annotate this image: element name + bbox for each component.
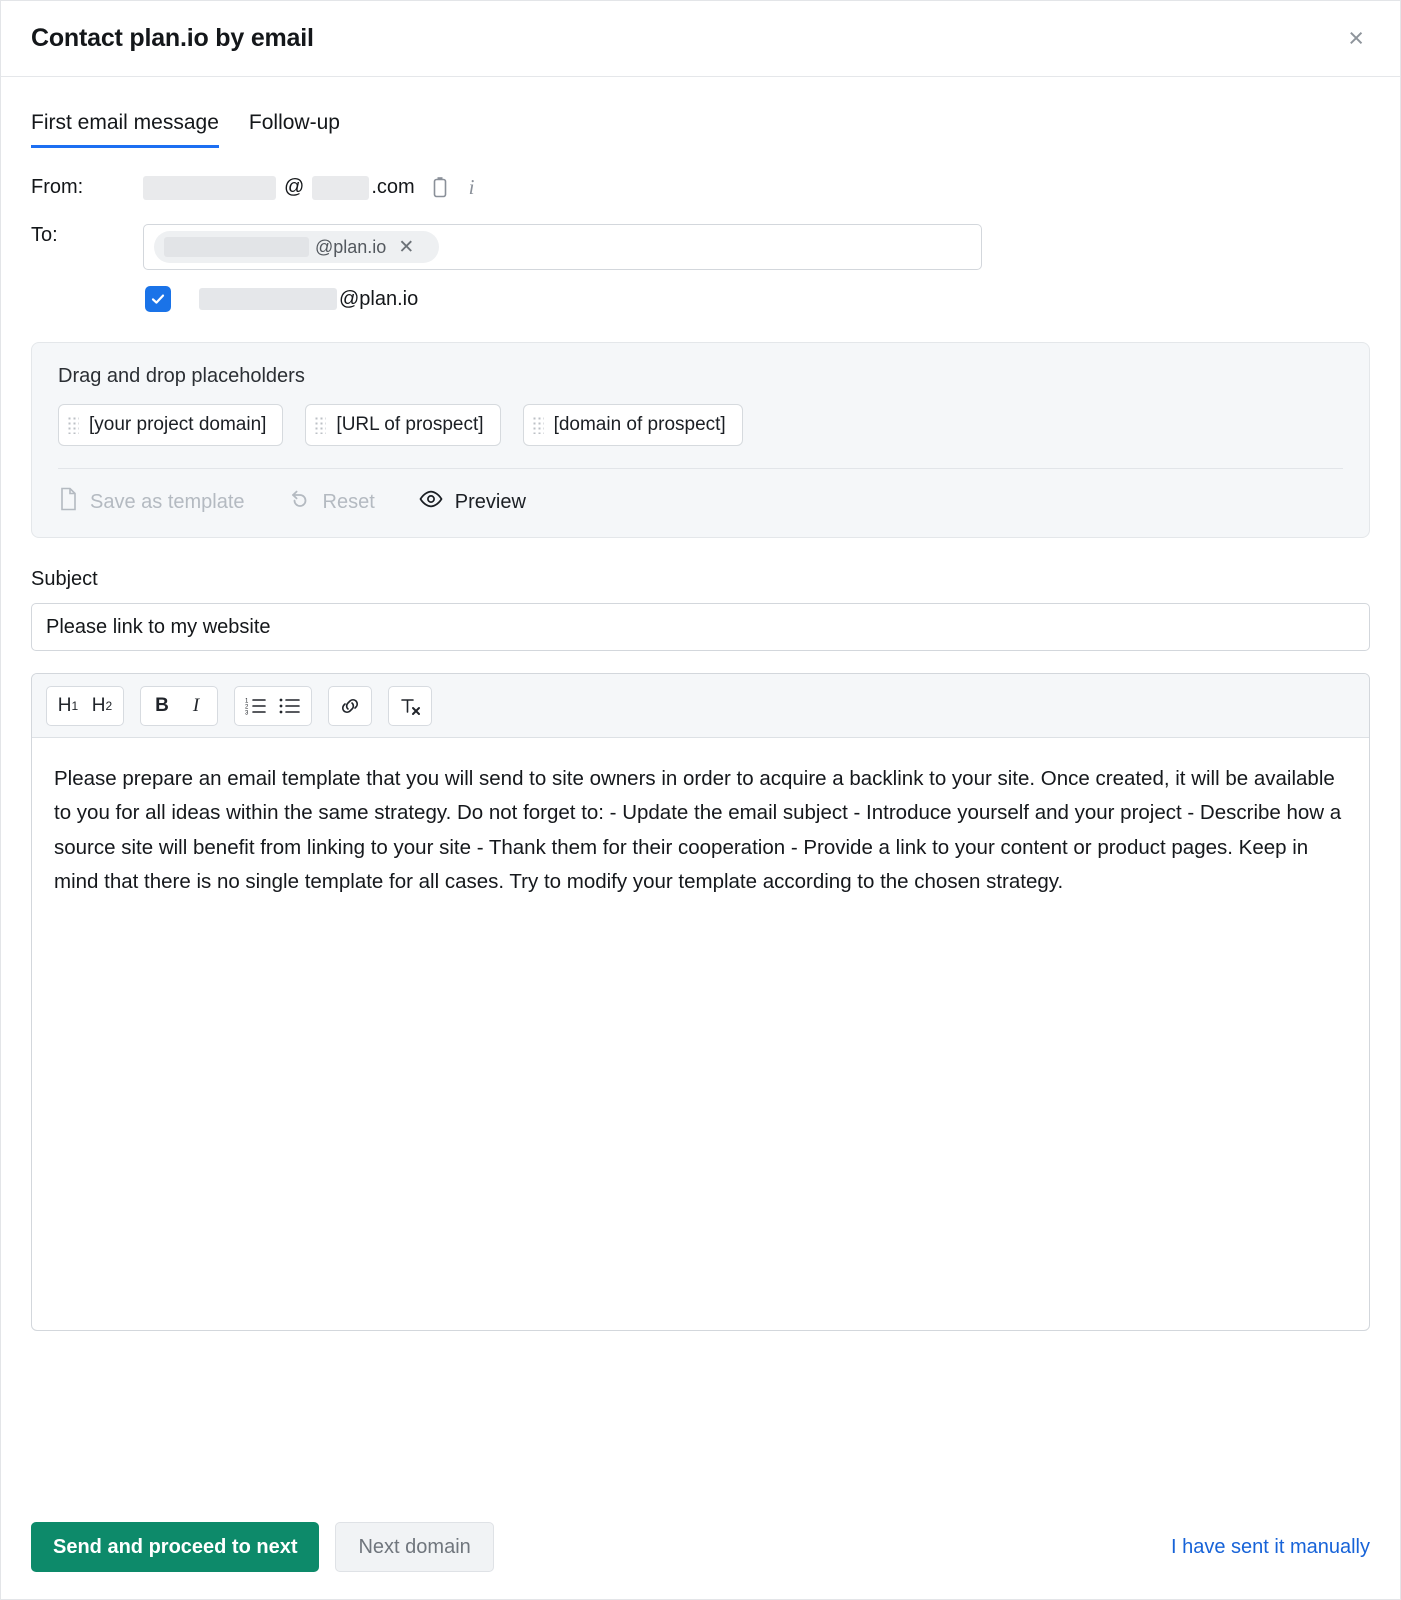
- placeholder-url-of-prospect[interactable]: [305, 404, 500, 446]
- to-row: [31, 224, 1370, 312]
- eye-icon: [419, 490, 443, 514]
- tab-follow-up[interactable]: Follow-up: [248, 111, 340, 134]
- placeholder-label: [domain of prospect]: [553, 414, 726, 435]
- recipient-suggestion-row: [145, 286, 1370, 312]
- subject-input[interactable]: [31, 603, 1370, 651]
- dialog-body: [1, 77, 1400, 1495]
- recipient-chip[interactable]: [154, 231, 439, 263]
- placeholders-panel: [31, 342, 1370, 538]
- next-domain-button[interactable]: Next domain: [335, 1522, 493, 1572]
- svg-text:3: 3: [245, 710, 249, 715]
- svg-text:1: 1: [245, 698, 249, 704]
- close-icon[interactable]: ×: [1348, 23, 1364, 53]
- tab-bar: [31, 111, 1370, 148]
- suggestion-email-domain: @plan.io: [339, 287, 419, 310]
- preview-button[interactable]: [419, 490, 526, 514]
- dialog-header: [1, 1, 1400, 77]
- from-tld: .com: [371, 176, 415, 198]
- file-icon: [58, 487, 78, 517]
- placeholder-domain-of-prospect[interactable]: [523, 404, 743, 446]
- sent-manually-link[interactable]: I have sent it manually: [1171, 1535, 1370, 1558]
- heading-1-button[interactable]: H 1: [57, 694, 79, 716]
- tab-first-email-message[interactable]: First email message: [31, 111, 219, 148]
- page-title: Contact plan.io by email: [31, 24, 314, 52]
- placeholders-actions: [58, 468, 1343, 517]
- svg-text:2: 2: [245, 704, 249, 710]
- save-as-template-button[interactable]: [58, 487, 245, 517]
- save-as-template-label: Save as template: [90, 490, 245, 513]
- to-label: To:: [31, 224, 58, 246]
- recipient-domain: @plan.io: [315, 236, 387, 257]
- clear-format-group: [388, 686, 432, 726]
- clear-formatting-icon[interactable]: [393, 689, 427, 723]
- to-input[interactable]: [143, 224, 982, 270]
- preview-label: Preview: [454, 490, 526, 513]
- bullet-list-button[interactable]: [273, 689, 307, 723]
- heading-2-button[interactable]: H 2: [91, 694, 113, 716]
- dialog-footer: [1, 1495, 1400, 1599]
- from-user-redacted: [143, 176, 276, 200]
- placeholders-title: Drag and drop placeholders: [58, 365, 305, 387]
- list-group: [234, 686, 312, 726]
- from-at-symbol: @: [284, 176, 305, 198]
- undo-icon: [289, 488, 311, 516]
- drag-handle-icon[interactable]: [314, 416, 326, 434]
- from-label: From:: [31, 176, 84, 198]
- message-editor: [31, 673, 1370, 1331]
- text-style-group: [140, 686, 218, 726]
- send-and-proceed-button[interactable]: Send and proceed to next: [31, 1522, 319, 1572]
- from-value: [143, 175, 475, 200]
- copy-icon[interactable]: [431, 177, 449, 199]
- link-group: [328, 686, 372, 726]
- recipient-redacted: [164, 237, 309, 257]
- info-icon[interactable]: i: [468, 175, 475, 199]
- recipient-checkbox[interactable]: [145, 286, 171, 312]
- italic-button[interactable]: I: [192, 694, 200, 716]
- close-icon[interactable]: ✕: [398, 236, 415, 258]
- drag-handle-icon[interactable]: [67, 416, 79, 434]
- reset-label: Reset: [322, 490, 375, 513]
- placeholder-your-project-domain[interactable]: [58, 404, 283, 446]
- message-body[interactable]: Please prepare an email template that you will send to site owners in order to acquire a backlink to your site. Once created, it will be available to you for all ideas within the same strategy. Do not forget to: - Update the email subject - Introduce yourself and your project - Describe how a source site will benefit from linking to your site - Thank them for their cooperation - Provide a link to your content or product pages. Keep in mind that there is no single template for all cases. Try to modify your template according to the chosen strategy.: [54, 767, 1342, 894]
- from-domain-redacted: [312, 176, 369, 200]
- subject-label: Subject: [31, 568, 98, 590]
- suggestion-email-redacted: [199, 288, 337, 310]
- drag-handle-icon[interactable]: [532, 416, 544, 434]
- ordered-list-button[interactable]: [239, 689, 273, 723]
- placeholder-label: [URL of prospect]: [336, 414, 484, 435]
- reset-button[interactable]: [289, 488, 375, 516]
- from-row: [31, 175, 1370, 200]
- editor-toolbar: [32, 674, 1369, 738]
- heading-group: [46, 686, 124, 726]
- bold-button[interactable]: B: [155, 694, 169, 716]
- placeholder-label: [your project domain]: [89, 414, 267, 435]
- placeholders-list: [58, 404, 1343, 446]
- link-icon[interactable]: [333, 689, 367, 723]
